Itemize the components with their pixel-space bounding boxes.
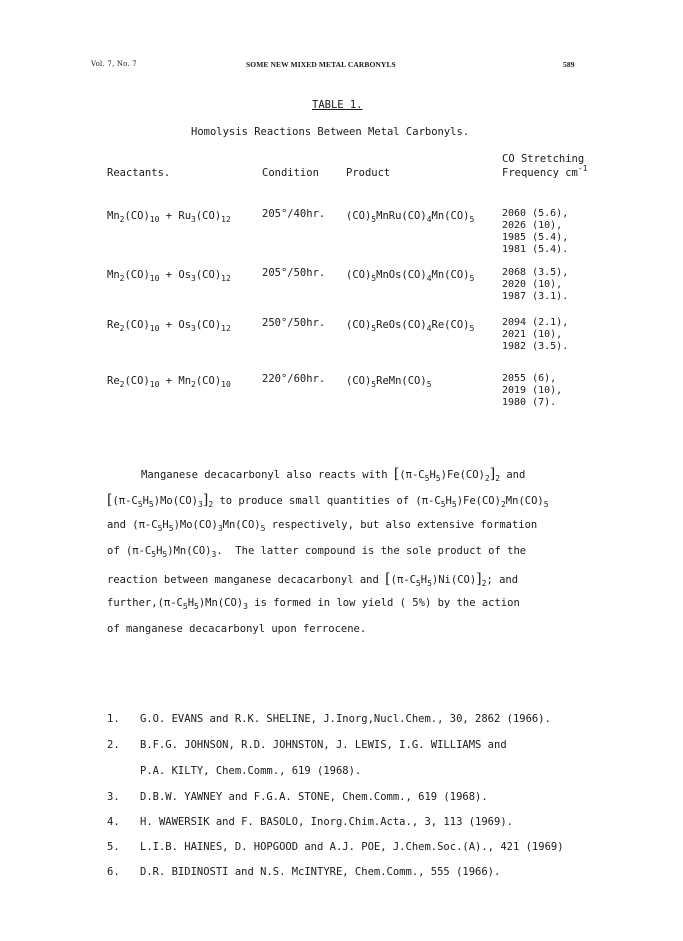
paragraph-line-5: reaction between manganese decacarbonyl and $[(\pi-C_5H_5)Ni(CO)]_2$; and bbox=[107, 571, 519, 588]
running-header-title: SOME NEW MIXED METAL CARBONYLS bbox=[246, 60, 396, 69]
paragraph-line-7: of manganese decacarbonyl upon ferrocene. bbox=[107, 623, 367, 635]
col-header-product: Product bbox=[346, 167, 391, 179]
table-row-3-condition: 250°/50hr. bbox=[262, 317, 326, 329]
frequency-value: 2020 (10), bbox=[502, 279, 563, 290]
table-row-1-reactants: $Mn_2(CO)_{10} + Ru_3(CO)_{12}$ bbox=[107, 210, 231, 224]
frequency-value: 2021 (10), bbox=[502, 329, 563, 340]
table-row-3-reactants: $Re_2(CO)_{10} + Os_3(CO)_{12}$ bbox=[107, 319, 231, 333]
reference-text: H. WAWERSIK and F. BASOLO, Inorg.Chim.Acta., 3, 113 (1969). bbox=[140, 816, 513, 828]
col-header-condition: Condition bbox=[262, 167, 319, 179]
table-row-4-product: $(CO)_5ReMn(CO)_5$ bbox=[346, 375, 432, 389]
reference-number: 6. bbox=[107, 866, 120, 878]
reference-text: D.B.W. YAWNEY and F.G.A. STONE, Chem.Comm., 619 (1968). bbox=[140, 791, 488, 803]
reference-number: 2. bbox=[107, 739, 120, 751]
table-row-4-frequencies bbox=[502, 373, 562, 409]
table-row-3-frequencies bbox=[502, 317, 568, 353]
paragraph-line-3: and $(\pi-C_5H_5)Mo(CO)_3Mn(CO)_5$ respectively, but also extensive formation bbox=[107, 519, 538, 533]
frequency-value: 2060 (5.6), bbox=[502, 208, 569, 219]
frequency-value: 1981 (5.4). bbox=[502, 244, 569, 255]
table-row-3-product: $(CO)_5ReOs(CO)_4Re(CO)_5$ bbox=[346, 319, 475, 333]
frequency-value: 2068 (3.5), bbox=[502, 267, 569, 278]
frequency-value: 2019 (10), bbox=[502, 385, 563, 396]
paragraph-line-6: $further,(\pi-C_5H_5)Mn(CO)_3$ is formed in low yield ( 5%) by the action bbox=[107, 597, 520, 611]
col-header-frequency-line1: CO Stretching bbox=[502, 153, 585, 165]
table-row-1-frequencies bbox=[502, 208, 568, 256]
reference-text: L.I.B. HAINES, D. HOPGOOD and A.J. POE, J.Chem.Soc.(A)., 421 (1969) bbox=[140, 841, 564, 853]
table-row-1-condition: 205°/40hr. bbox=[262, 208, 326, 220]
frequency-value: 2055 (6), bbox=[502, 373, 557, 384]
frequency-value: 1982 (3.5). bbox=[502, 341, 569, 352]
reference-number: 3. bbox=[107, 791, 120, 803]
table-row-2-frequencies bbox=[502, 267, 568, 303]
paragraph-line-1: Manganese decacarbonyl also reacts with $[(\pi-C_5H_5)Fe(CO)_2]_2$ and bbox=[141, 466, 526, 483]
reference-number: 1. bbox=[107, 713, 120, 725]
table-row-1-product: $(CO)_5MnRu(CO)_4Mn(CO)_5$ bbox=[346, 210, 475, 224]
reference-text: G.O. EVANS and R.K. SHELINE, J.Inorg,Nucl.Chem., 30, 2862 (1966). bbox=[140, 713, 551, 725]
col-header-frequency-line2: Frequency $cm^{-1}$ bbox=[502, 164, 588, 179]
frequency-value: 1985 (5.4), bbox=[502, 232, 569, 243]
frequency-value: 2094 (2.1), bbox=[502, 317, 569, 328]
running-header-volume: Vol. 7, No. 7 bbox=[91, 60, 137, 68]
table-row-4-reactants: $Re_2(CO)_{10} + Mn_2(CO)_{10}$ bbox=[107, 375, 231, 389]
reference-text: B.F.G. JOHNSON, R.D. JOHNSTON, J. LEWIS, I.G. WILLIAMS and bbox=[140, 739, 507, 751]
frequency-value: 2026 (10), bbox=[502, 220, 563, 231]
table-row-4-condition: 220°/60hr. bbox=[262, 373, 326, 385]
table-title: TABLE 1. bbox=[312, 99, 363, 111]
page-number: 589 bbox=[563, 60, 575, 69]
paragraph-line-4: of $(\pi-C_5H_5)Mn(CO)_3$. The latter compound is the sole product of the bbox=[107, 545, 527, 559]
reference-number: 5. bbox=[107, 841, 120, 853]
frequency-value: 1980 (7). bbox=[502, 397, 557, 408]
table-row-2-reactants: $Mn_2(CO)_{10} + Os_3(CO)_{12}$ bbox=[107, 269, 231, 283]
reference-text: P.A. KILTY, Chem.Comm., 619 (1968). bbox=[140, 765, 362, 777]
table-row-2-condition: 205°/50hr. bbox=[262, 267, 326, 279]
frequency-value: 1987 (3.1). bbox=[502, 291, 569, 302]
col-header-reactants: Reactants. bbox=[107, 167, 171, 179]
table-caption: Homolysis Reactions Between Metal Carbonyls. bbox=[191, 126, 470, 138]
reference-number: 4. bbox=[107, 816, 120, 828]
paragraph-line-2: $[(\pi-C_5H_5)Mo(CO)_3]_2$ to produce small quantities of $(\pi-C_5H_5)Fe(CO)_2Mn(CO)_5$ bbox=[107, 492, 549, 509]
reference-text: D.R. BIDINOSTI and N.S. McINTYRE, Chem.Comm., 555 (1966). bbox=[140, 866, 501, 878]
table-row-2-product: $(CO)_5MnOs(CO)_4Mn(CO)_5$ bbox=[346, 269, 475, 283]
